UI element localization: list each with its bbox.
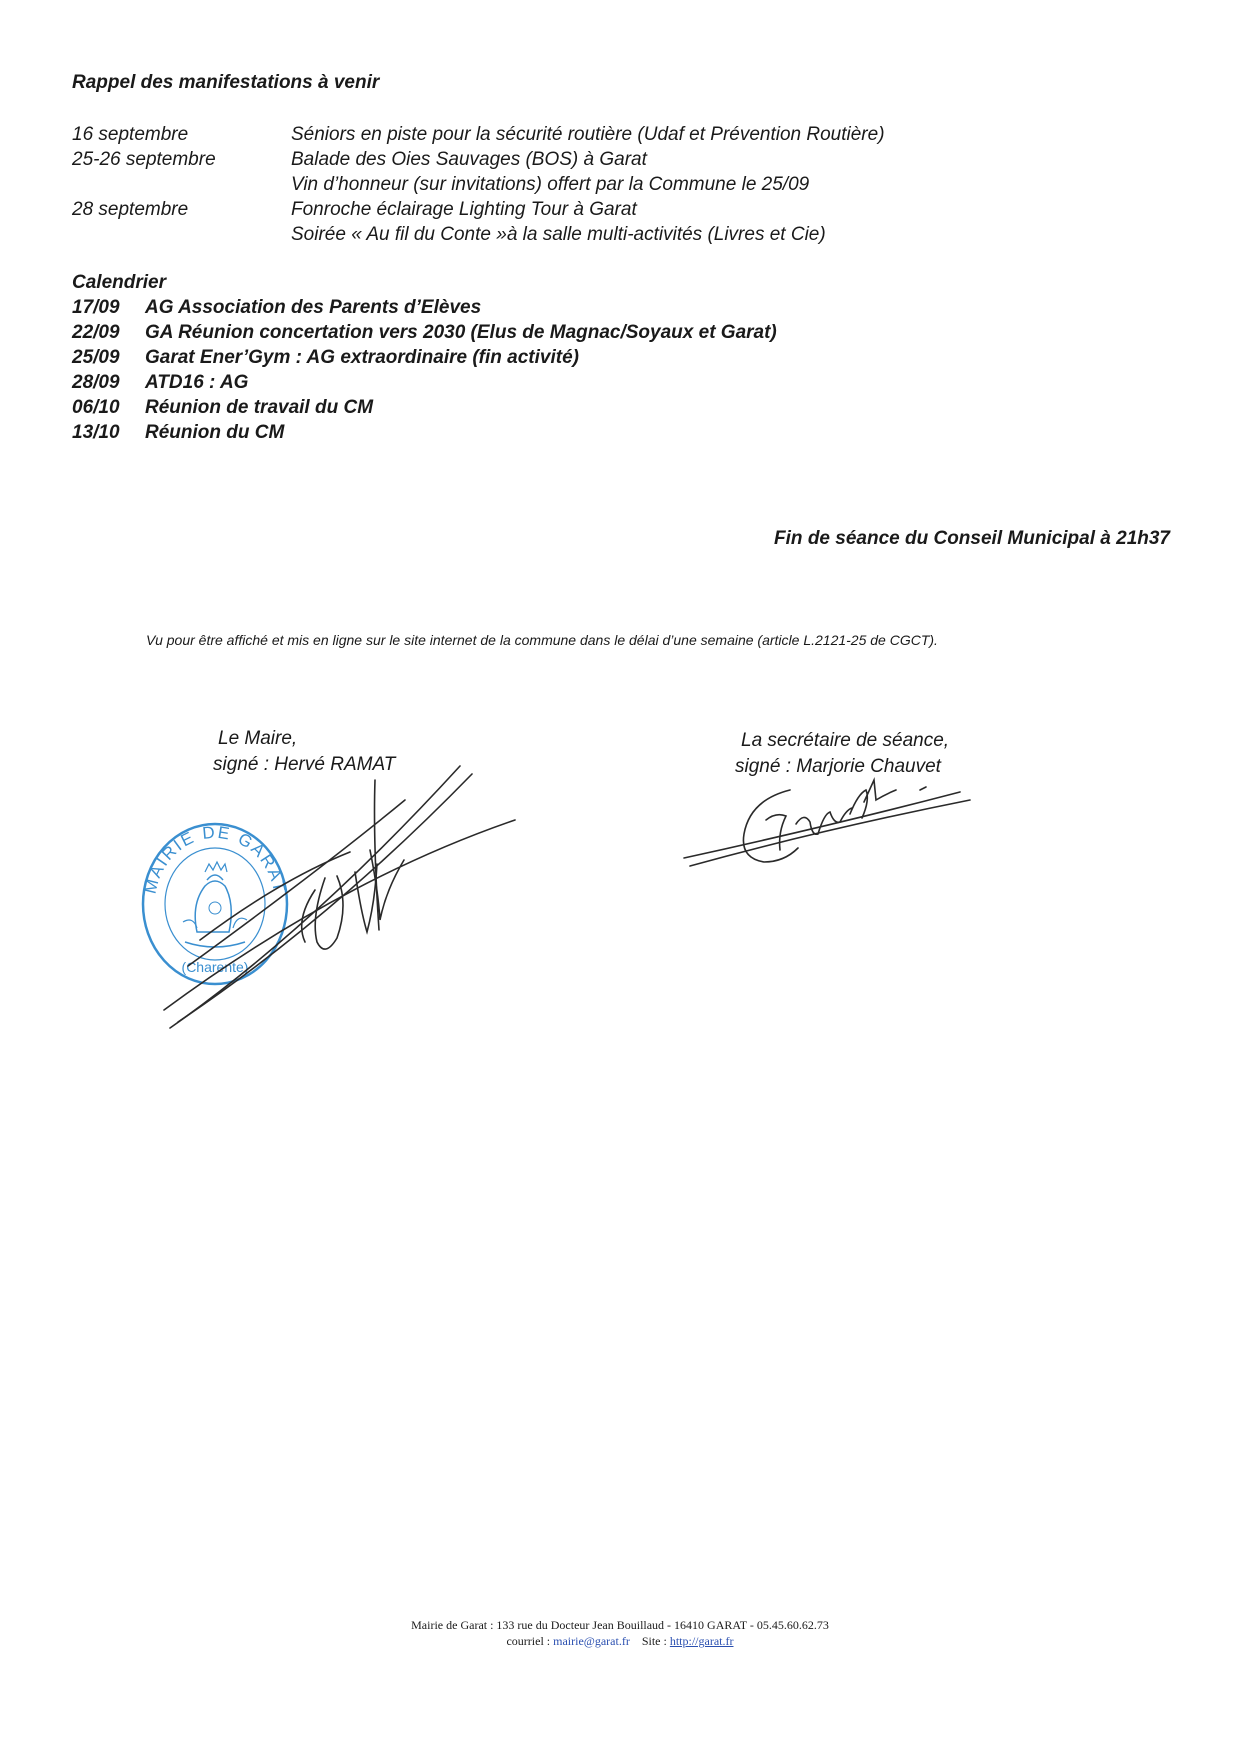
calendar-date: 25/09 bbox=[72, 347, 120, 368]
event-line: Soirée « Au fil du Conte »à la salle multi-activités (Livres et Cie) bbox=[291, 224, 826, 245]
stamp-text: MAIRIE DE GARAT bbox=[140, 822, 290, 896]
calendar-row bbox=[72, 422, 284, 444]
event-line: Séniors en piste pour la sécurité routière (Udaf et Prévention Routière) bbox=[291, 124, 885, 145]
calendar-date: 13/10 bbox=[72, 422, 120, 443]
calendar-date: 17/09 bbox=[72, 297, 120, 318]
secretary-role: La secrétaire de séance, bbox=[741, 730, 950, 751]
stamp-subtext: (Charente) bbox=[181, 959, 249, 975]
calendar-row bbox=[72, 372, 248, 394]
calendar-row bbox=[72, 347, 579, 369]
calendar-text: GA Réunion concertation vers 2030 (Elus de Magnac/Soyaux et Garat) bbox=[145, 322, 777, 343]
calendar-text: AG Association des Parents d’Elèves bbox=[145, 297, 482, 318]
event-date: 16 septembre bbox=[72, 124, 189, 145]
calendar-title: Calendrier bbox=[72, 272, 166, 293]
calendar-date: 22/09 bbox=[72, 322, 120, 343]
footer-contact bbox=[0, 1634, 1240, 1649]
event-line: Vin d’honneur (sur invitations) offert par la Commune le 25/09 bbox=[291, 174, 810, 195]
event-date: 25-26 septembre bbox=[72, 149, 216, 170]
calendar-row bbox=[72, 397, 373, 419]
event-date: 28 septembre bbox=[72, 199, 189, 220]
calendar-row bbox=[72, 322, 777, 344]
mayor-role: Le Maire, bbox=[218, 728, 298, 749]
secretary-signed: signé : Marjorie Chauvet bbox=[735, 756, 941, 777]
email-link[interactable]: mairie@garat.fr bbox=[553, 1634, 630, 1648]
calendar-row bbox=[72, 297, 481, 319]
upcoming-title: Rappel des manifestations à venir bbox=[72, 72, 380, 93]
mayor-signed: signé : Hervé RAMAT bbox=[213, 754, 396, 775]
session-end-note: Fin de séance du Conseil Municipal à 21h37 bbox=[774, 528, 1170, 549]
site-label: Site : bbox=[641, 1634, 670, 1648]
email-label: courriel : bbox=[506, 1634, 554, 1648]
secretary-signature bbox=[680, 770, 980, 880]
event-line: Balade des Oies Sauvages (BOS) à Garat bbox=[291, 149, 647, 170]
event-line: Fonroche éclairage Lighting Tour à Garat bbox=[291, 199, 637, 220]
calendar-text: ATD16 : AG bbox=[145, 372, 249, 393]
calendar-text: Réunion de travail du CM bbox=[145, 397, 374, 418]
site-link[interactable]: http://garat.fr bbox=[669, 1634, 734, 1648]
calendar-date: 28/09 bbox=[72, 372, 120, 393]
calendar-text: Garat Ener’Gym : AG extraordinaire (fin activité) bbox=[145, 347, 579, 368]
legal-note: Vu pour être affiché et mis en ligne sur le site internet de la commune dans le délai d’une semaine (article L.2121-25 de CGCT). bbox=[146, 632, 938, 648]
footer-address: Mairie de Garat : 133 rue du Docteur Jean Bouillaud - 16410 GARAT - 05.45.60.62.73 bbox=[411, 1618, 829, 1632]
mayor-signature bbox=[160, 760, 560, 1040]
calendar-text: Réunion du CM bbox=[145, 422, 285, 443]
calendar-date: 06/10 bbox=[72, 397, 120, 418]
